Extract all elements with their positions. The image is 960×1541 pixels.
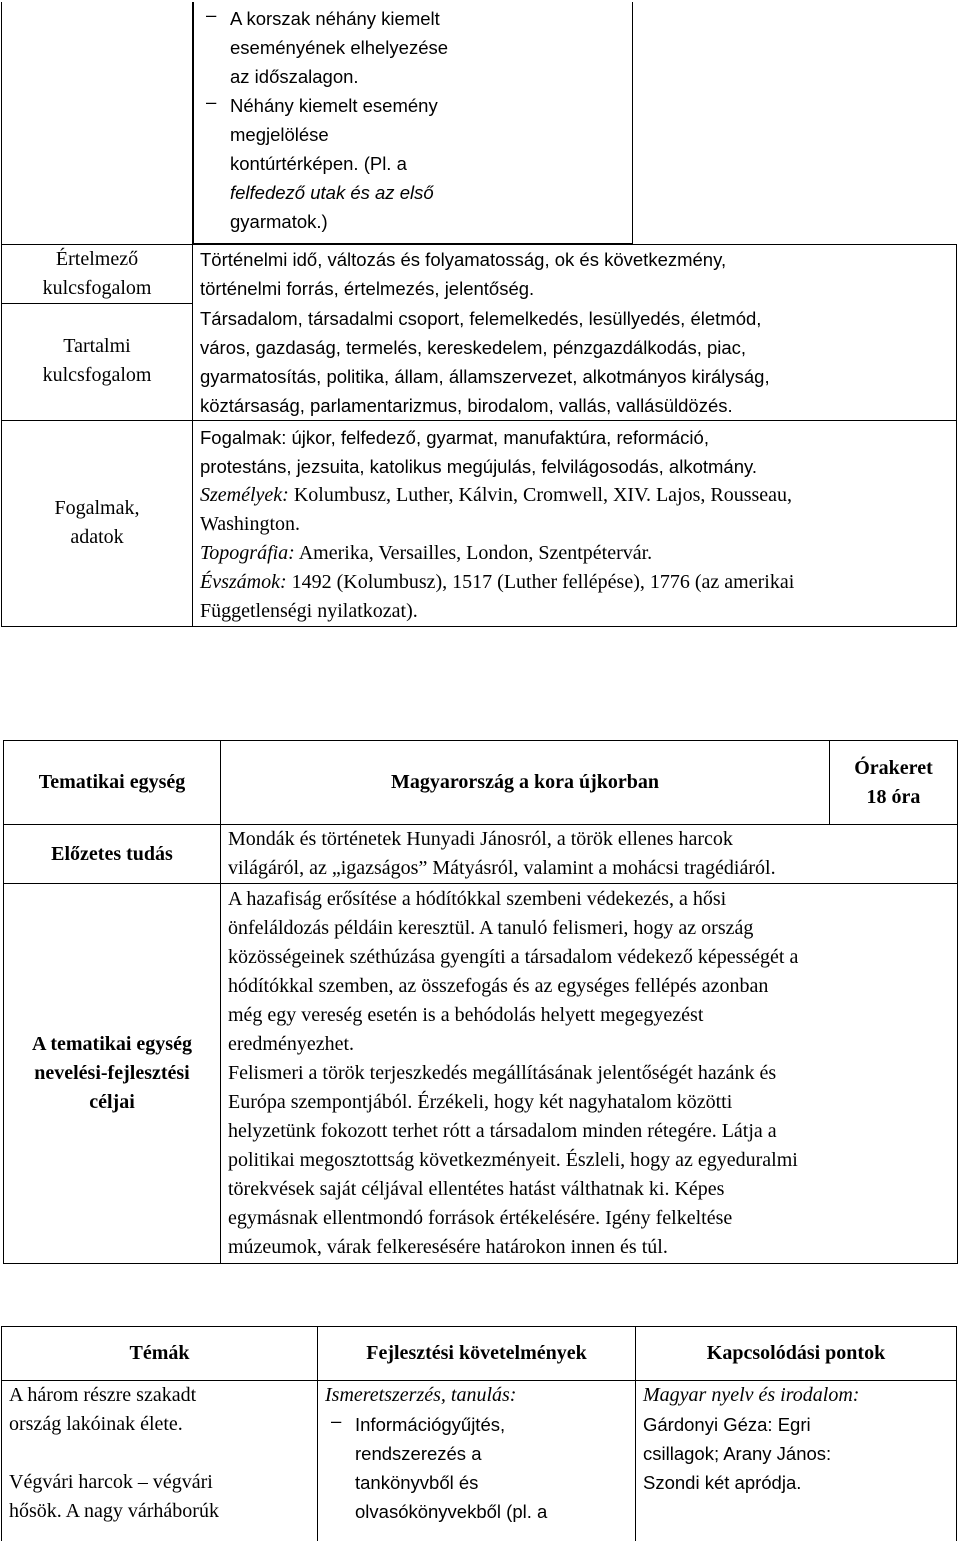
topografia-line: Topográfia: Amerika, Versailles, London, Szentpétervár. <box>200 541 653 564</box>
top-continuation-cell <box>193 2 957 245</box>
goals-text: A hazafiság erősítése a hódítókkal szembeni védekezés, a hősi önfeláldozás példáin keresztül. A tanuló felismeri, hogy az ország közösségeinek széthúzása gyengíti a társadalom védekező képességét a hódítókkal szemben, az összefogás és az egységes fellépés azonban még egy vereség esetén is a behódolás helyett megegyezést eredményezhet. Felismeri a török terjeszkedés megállításának jelentőségét hazánk és Európa szempontjából. Érzékeli, hogy két nagyhatalom közötti helyzetünk fokozott terhet rótt a társadalom minden rétegére. Látja a politikai megosztottság következményeit. Észleli, hogy az egyeduralmi törekvések saját céljával ellentétes hatást válthatnak ki. Képes egymásnak ellentmondó források értékelésére. Igény felkeltése múzeumok, várak felkeresésére határokon innen és túl. <box>221 884 958 1264</box>
col-header-fejlesztesi: Fejlesztési követelmények <box>318 1327 636 1381</box>
thematic-title: Magyarország a kora újkorban <box>221 741 830 825</box>
prior-knowledge-label: Előzetes tudás <box>4 825 221 884</box>
row-label-ertelmezo: Értelmező kulcsfogalom <box>2 245 193 304</box>
ismeretszerzes-label: Ismeretszerzés, tanulás: <box>325 1384 517 1406</box>
fogalmak-line: Fogalmak: újkor, felfedező, gyarmat, manufaktúra, reformáció, <box>200 426 709 448</box>
kapcsolodasi-cell: Magyar nyelv és irodalom: Gárdonyi Géza: Egri csillagok; Arany János: Szondi két apródja. <box>636 1381 957 1541</box>
szemelyek-line: Személyek: Kolumbusz, Luther, Kálvin, Cromwell, XIV. Lajos, Rousseau, <box>200 483 793 506</box>
hours-value: 18 óra <box>866 785 921 808</box>
continuation-item: – Néhány kiemelt esemény megjelölése kontúrtérképen. (Pl. a felfedező utak és az első gyarmatok.) <box>200 91 632 236</box>
fejlesztesi-item: – Információgyűjtés, rendszerezés a tankönyvből és olvasókönyvekből (pl. a <box>325 1410 635 1526</box>
top-table <box>1 2 957 627</box>
row-label-fogalmak: Fogalmak, adatok <box>2 420 193 626</box>
fogalmak-line: protestáns, jezsuita, katolikus megújulás, felvilágosodás, alkotmány. <box>200 455 757 477</box>
row-content-fogalmak: Fogalmak: újkor, felfedező, gyarmat, manufaktúra, reformáció, protestáns, jezsuita, katolikus megújulás, felvilágosodás, alkotmány. Személyek: Kolumbusz, Luther, Kálvin, Cromwell, XIV. Lajos, Rousseau, Washington. Topográfia: Amerika, Versailles, London, Szentpétervár. Évszámok: 1492 (Kolumbusz), 1517 (Luther fellépése), 1776 (az amerikai Függetlenségi nyilatkozat). <box>193 420 957 626</box>
hours-cell <box>830 741 958 825</box>
row-content-ertelmezo: Történelmi idő, változás és folyamatosság, ok és következmény, történelmi forrás, értelmezés, jelentőség. <box>193 245 957 304</box>
magyar-nyelv-label: Magyar nyelv és irodalom: <box>643 1384 860 1406</box>
temak-cell: A három részre szakadt ország lakóinak élete. Végvári harcok – végvári hősök. A nagy várháborúk <box>2 1381 318 1541</box>
evszamok-line: Évszámok: 1492 (Kolumbusz), 1517 (Luther fellépése), 1776 (az amerikai <box>200 570 795 593</box>
thematic-label: Tematikai egység <box>4 741 221 825</box>
row-content-tartalmi: Társadalom, társadalmi csoport, felemelkedés, lesüllyedés, életmód, város, gazdaság, termelés, kereskedelem, pénzgazdálkodás, piac, gyarmatosítás, politika, állam, államszervezet, alkotmányos királyság, köztársaság, parlamentarizmus, birodalom, vallás, vallásüldözés. <box>193 304 957 421</box>
bottom-table <box>1 1326 957 1541</box>
top-left-empty-cell <box>2 2 193 245</box>
thematic-table <box>3 740 958 1264</box>
prior-knowledge-text: Mondák és történetek Hunyadi Jánosról, a török ellenes harcok világáról, az „igazságos” Mátyásról, valamint a mohácsi tragédiáról. <box>221 825 958 884</box>
fejlesztesi-cell <box>318 1381 636 1541</box>
continuation-item: – A korszak néhány kiemelt eseményének elhelyezése az időszalagon. <box>200 4 632 91</box>
hours-label: Órakeret <box>854 756 933 779</box>
goals-label: A tematikai egység nevelési-fejlesztési céljai <box>4 884 221 1264</box>
col-header-kapcsolodasi: Kapcsolódási pontok <box>636 1327 957 1381</box>
row-label-tartalmi: Tartalmi kulcsfogalom <box>2 304 193 421</box>
col-header-temak: Témák <box>2 1327 318 1381</box>
